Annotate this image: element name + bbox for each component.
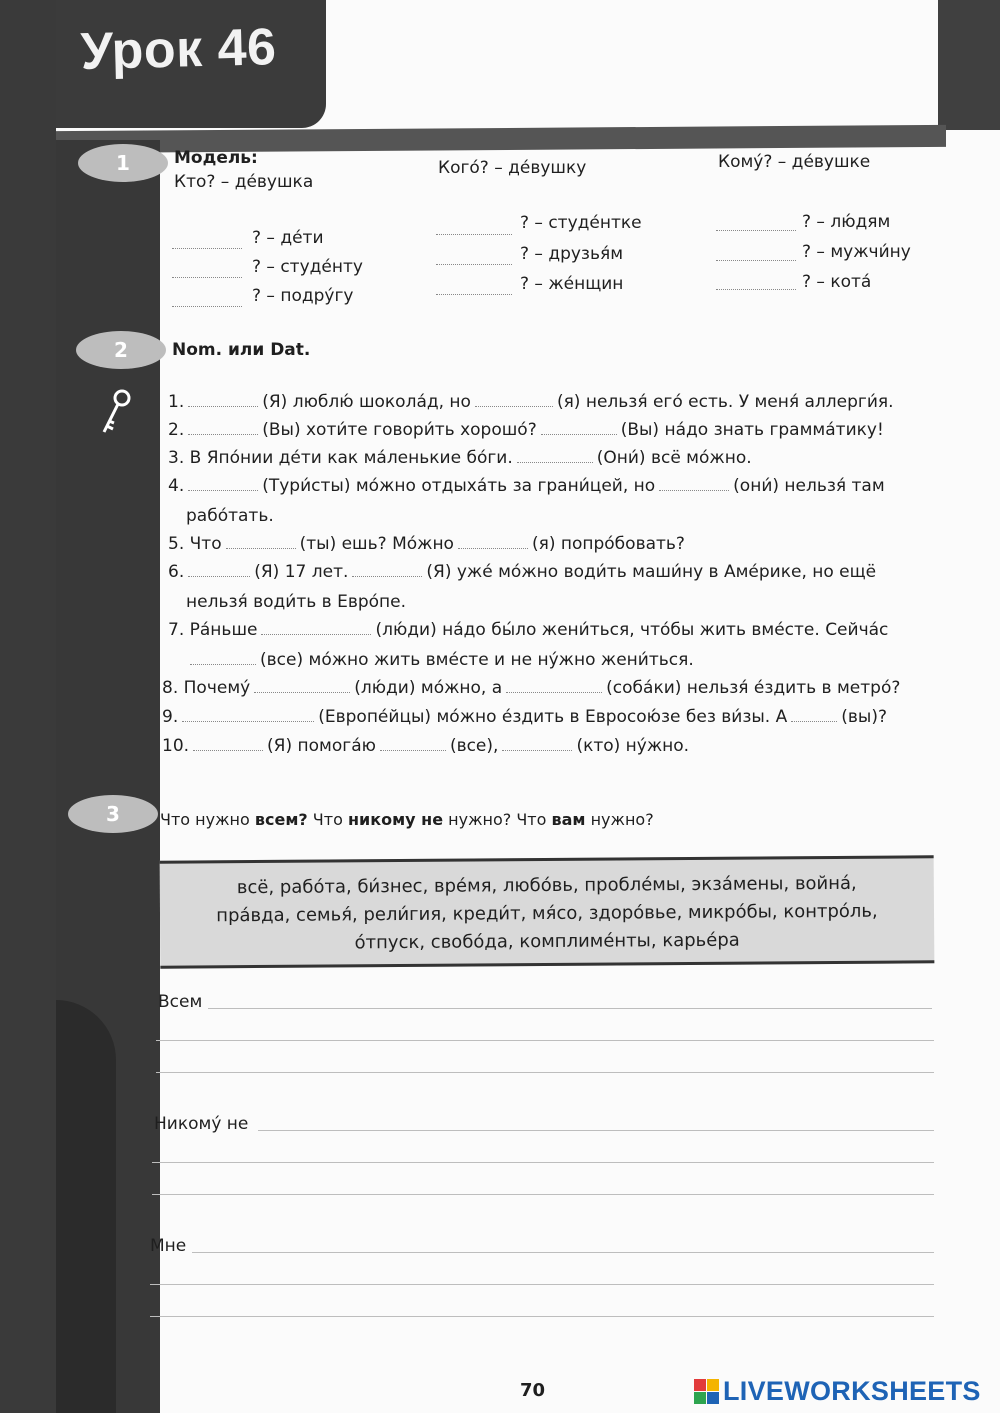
ex1-col2-item: ? – же́нщин	[520, 274, 624, 294]
answer-blank[interactable]	[506, 691, 602, 693]
ex1-answer-blank[interactable]	[436, 294, 512, 295]
label-vsem: Всем	[158, 992, 203, 1012]
lesson-title: Урок 46	[80, 18, 278, 81]
answer-blank[interactable]	[190, 663, 256, 665]
scan-right-edge	[938, 0, 1000, 130]
ex2-item-5: 5. Что (ты) ешь? Мо́жно (я) попро́бовать?	[168, 534, 685, 554]
answer-blank[interactable]	[502, 749, 572, 751]
exercise-1-badge: 1	[78, 144, 168, 182]
ex2-item-6-continued: нельзя́ води́ть в Евро́пе.	[186, 592, 407, 612]
answer-line[interactable]	[258, 1130, 934, 1131]
liveworksheets-logo	[694, 1376, 981, 1407]
liveworksheets-icon	[694, 1379, 719, 1404]
answer-blank[interactable]	[182, 720, 314, 722]
ex1-answer-blank[interactable]	[172, 306, 242, 307]
answer-blank[interactable]	[188, 405, 258, 407]
ex2-item-7-continued: (все) мо́жно жить вме́сте и не ну́жно жени́ться.	[186, 650, 694, 670]
ex1-col2-item: ? – студе́нтке	[520, 213, 642, 233]
exercise-3-badge: 3	[68, 795, 158, 833]
model-kogo: Кого́? – де́вушку	[438, 158, 587, 178]
ex1-col1-item: ? – де́ти	[252, 228, 324, 248]
ex1-answer-blank[interactable]	[436, 234, 512, 235]
model-komu: Кому́? – де́вушке	[718, 152, 871, 172]
ex2-item-1: 1. (Я) люблю́ шокола́д, но (я) нельзя́ его́ есть. У меня́ аллерги́я.	[168, 392, 894, 412]
answer-blank[interactable]	[188, 575, 250, 577]
answer-blank[interactable]	[475, 405, 553, 407]
ex1-answer-blank[interactable]	[716, 260, 796, 261]
ex2-item-7: 7. Ра́ньше (лю́ди) на́до бы́ло жени́ться, что́бы жить вме́сте. Сейча́с	[168, 620, 889, 640]
ex2-item-2: 2. (Вы) хоти́те говори́ть хорошо́? (Вы) на́до знать грамма́тику!	[168, 420, 884, 440]
answer-line[interactable]	[152, 1162, 934, 1163]
answer-blank[interactable]	[261, 633, 371, 635]
answer-blank[interactable]	[254, 691, 350, 693]
ex1-col3-item: ? – кота́	[802, 272, 872, 292]
exercise-3-question: Что нужно всем? Что никому не нужно? Что вам нужно?	[160, 810, 654, 829]
exercise-2-heading: Nom. или Dat.	[172, 340, 311, 360]
answer-line[interactable]	[208, 1008, 932, 1009]
ex1-col3-item: ? – мужчи́ну	[802, 242, 911, 262]
answer-blank[interactable]	[659, 489, 729, 491]
ex1-col1-item: ? – подру́гу	[252, 286, 354, 306]
answer-line[interactable]	[150, 1284, 934, 1285]
answer-line[interactable]	[150, 1316, 934, 1317]
answer-blank[interactable]	[188, 433, 258, 435]
ex2-item-4-continued: рабо́тать.	[186, 506, 274, 526]
key-icon	[96, 388, 136, 438]
answer-blank[interactable]	[541, 433, 617, 435]
label-nikomu-ne: Никому́ не	[154, 1114, 249, 1134]
model-label: Модель:	[174, 148, 258, 168]
word-bank-line: о́тпуск, свобо́да, комплиме́нты, карье́ра	[354, 929, 740, 954]
ex2-item-6: 6. (Я) 17 лет. (Я) уже́ мо́жно води́ть маши́ну в Аме́рике, но ещё	[168, 562, 877, 582]
word-bank-line: всё, рабо́та, би́знес, вре́мя, любо́вь, пробле́мы, экза́мены, война́,	[236, 872, 857, 899]
ex1-answer-blank[interactable]	[716, 289, 796, 290]
ex2-item-10: 10. (Я) помога́ю (все), (кто) ну́жно.	[162, 736, 690, 756]
label-mne: Мне	[150, 1236, 187, 1256]
ex1-col1-item: ? – студе́нту	[252, 257, 363, 277]
ex2-item-8: 8. Почему́ (лю́ди) мо́жно, а (соба́ки) нельзя́ е́здить в метро́?	[162, 678, 901, 698]
ex2-item-9: 9. (Европе́йцы) мо́жно е́здить в Евросою́зе без ви́зы. А (вы)?	[162, 707, 887, 727]
brand-name: LIVEWORKSHEETS	[723, 1376, 981, 1406]
answer-line[interactable]	[152, 1194, 934, 1195]
word-bank-box	[160, 855, 935, 968]
exercise-2-badge: 2	[76, 331, 166, 369]
ex1-answer-blank[interactable]	[716, 230, 796, 231]
ex1-answer-blank[interactable]	[172, 248, 242, 249]
scan-left-edge	[0, 0, 56, 1413]
answer-line[interactable]	[156, 1072, 934, 1073]
answer-line[interactable]	[156, 1040, 934, 1041]
answer-blank[interactable]	[458, 547, 528, 549]
answer-blank[interactable]	[352, 575, 422, 577]
ex1-col2-item: ? – друзья́м	[520, 244, 624, 264]
ex2-item-3: 3. В Япо́нии де́ти как ма́ленькие бо́ги. (Они́) всё мо́жно.	[168, 448, 752, 468]
sidebar-curve	[56, 1000, 116, 1413]
ex1-col3-item: ? – лю́дям	[802, 212, 891, 232]
answer-blank[interactable]	[517, 461, 593, 463]
word-bank-line: пра́вда, семья́, рели́гия, креди́т, мя́со, здоро́вье, микро́бы, контро́ль,	[216, 900, 878, 927]
page-number: 70	[520, 1380, 546, 1401]
ex1-answer-blank[interactable]	[172, 277, 242, 278]
ex1-answer-blank[interactable]	[436, 264, 512, 265]
answer-blank[interactable]	[193, 749, 263, 751]
ex2-item-4: 4. (Тури́сты) мо́жно отдыха́ть за грани́цей, но (они́) нельзя́ там	[168, 476, 885, 496]
answer-blank[interactable]	[226, 547, 296, 549]
model-kto: Кто? – де́вушка	[174, 172, 314, 192]
answer-blank[interactable]	[188, 489, 258, 491]
answer-line[interactable]	[192, 1252, 934, 1253]
answer-blank[interactable]	[380, 749, 446, 751]
answer-blank[interactable]	[791, 720, 837, 722]
